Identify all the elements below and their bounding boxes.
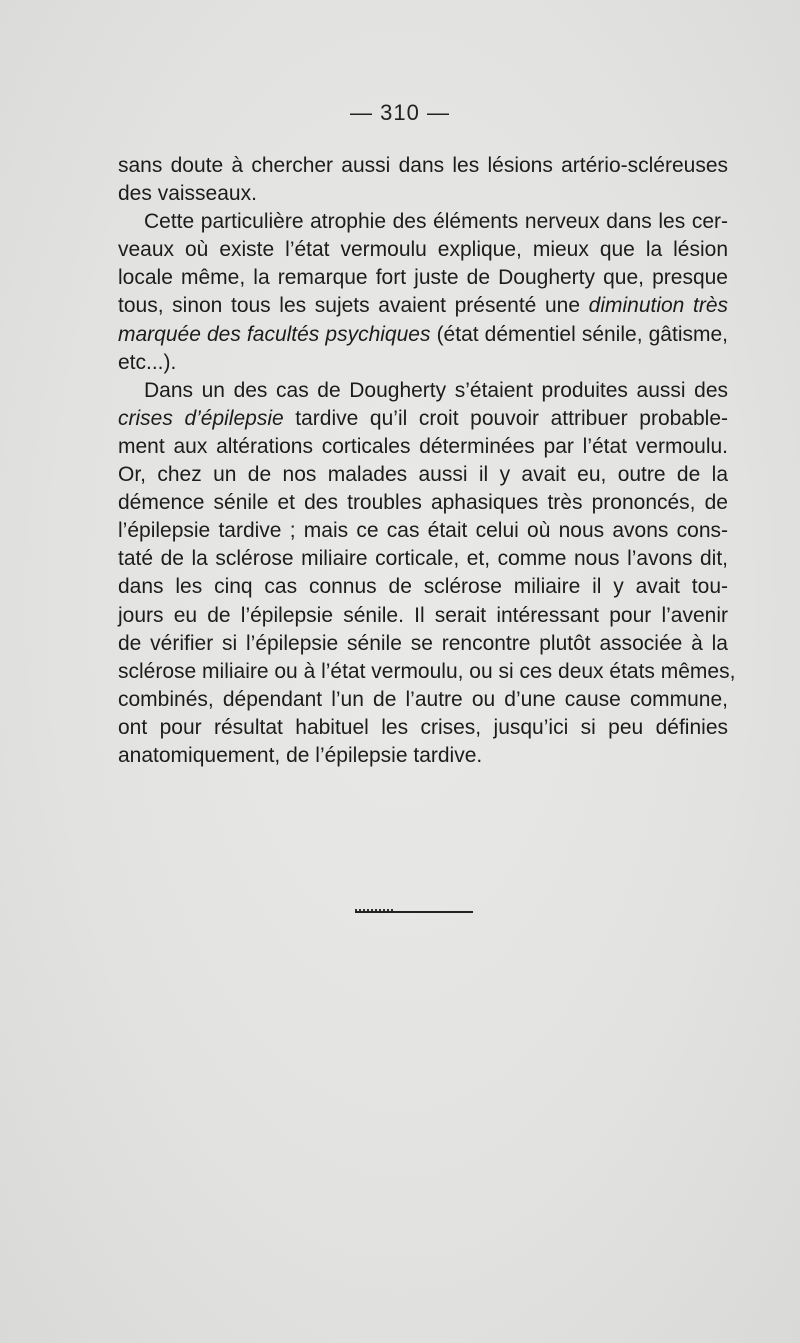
- text-line: des vaisseaux.: [118, 182, 257, 206]
- text-line: anatomiquement, de l’épilepsie tardive.: [118, 743, 483, 767]
- text-line: démence sénile et des troubles aphasiques très prononcés, de: [118, 491, 728, 515]
- text-line: l’épilepsie tardive ; mais ce cas était celui où nous avons cons-: [118, 519, 728, 543]
- text-segment: (état démentiel sénile, gâtisme,: [436, 322, 728, 346]
- text-line: jours eu de l’épilepsie sénile. Il serait intéressant pour l’avenir: [118, 603, 728, 627]
- text-line: taté de la sclérose miliaire corticale, et, comme nous l’avons dit,: [118, 547, 728, 571]
- text-line: [118, 405, 728, 433]
- text-line: etc...).: [118, 350, 177, 374]
- text-line: Or, chez un de nos malades aussi il y avait eu, outre de la: [118, 463, 728, 487]
- text-line: ont pour résultat habituel les crises, jusqu’ici si peu définies: [118, 715, 728, 739]
- page-number: — 310 —: [350, 100, 450, 125]
- paragraph-start-line: Dans un des cas de Dougherty s’étaient produites aussi des: [144, 378, 728, 402]
- text-line: veaux où existe l’état vermoulu explique, mieux que la lésion: [118, 238, 728, 262]
- text-line: ment aux altérations corticales déterminées par l’état vermoulu.: [118, 434, 728, 458]
- text-line: [118, 292, 728, 320]
- text-line: [118, 321, 728, 349]
- italic-phrase: diminution très: [588, 294, 728, 318]
- italic-phrase: marquée des facultés psychiques: [118, 322, 431, 346]
- text-line: sans doute à chercher aussi dans les lésions artério-scléreuses: [118, 154, 728, 177]
- text-segment: tous, sinon tous les sujets avaient présenté une: [118, 294, 580, 318]
- end-rule: [355, 911, 473, 913]
- body-text: [118, 152, 736, 770]
- text-line: sclérose miliaire ou à l’état vermoulu, ou si ces deux états mêmes,: [118, 659, 736, 683]
- text-line: de vérifier si l’épilepsie sénile se rencontre plutôt associée à la: [118, 631, 728, 655]
- italic-phrase: crises d’épilepsie: [118, 406, 284, 430]
- text-line: dans les cinq cas connus de sclérose miliaire il y avait tou-: [118, 575, 728, 599]
- text-line: combinés, dépendant l’un de l’autre ou d’une cause commune,: [118, 687, 728, 711]
- paragraph-start-line: Cette particulière atrophie des éléments nerveux dans les cer-: [144, 210, 728, 234]
- text-segment: tardive qu’il croit pouvoir attribuer probable-: [295, 406, 728, 430]
- text-line: locale même, la remarque fort juste de Dougherty que, presque: [118, 266, 728, 290]
